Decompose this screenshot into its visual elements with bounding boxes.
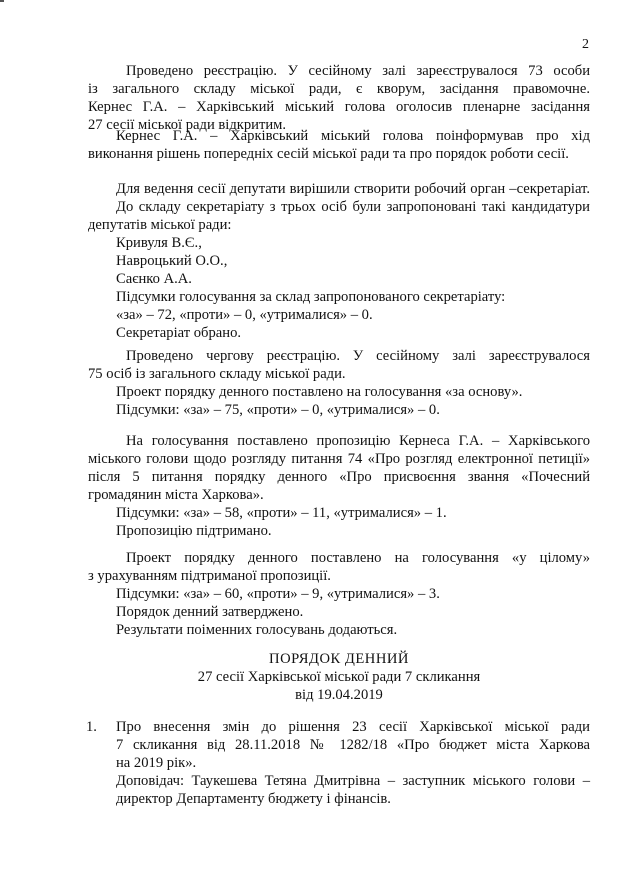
text-line: Для ведення сесії депутати вирішили створити робочий орган –секретаріат. [116, 181, 590, 197]
candidate-name: Кривуля В.Є., [116, 235, 202, 251]
vote-result: Підсумки: «за» – 58, «проти» – 11, «утрималися» – 1. [116, 505, 447, 521]
text-line: Проект порядку денного поставлено на голосування «за основу». [116, 384, 523, 400]
page-number: 2 [582, 37, 589, 52]
paragraph-reregistration [88, 347, 590, 419]
text-line: Порядок денний затверджено. [116, 604, 304, 620]
text-line: депутатів міської ради: [88, 217, 232, 233]
text-line: на 2019 рік». [116, 755, 197, 771]
text-line: Підсумки голосування за склад запропонованого секретаріату: [116, 289, 506, 305]
text-line: Секретаріат обрано. [116, 325, 242, 341]
paragraph-secretariat [88, 180, 590, 342]
text-line: виконання рішень попередніх сесій міської ради та про порядок роботи сесії. [88, 146, 569, 162]
agenda-date: від 19.04.2019 [295, 687, 383, 703]
corner-mark [0, 0, 4, 2]
text-line: громадянин міста Харкова». [88, 487, 264, 503]
text-line: із загального складу міської ради, є кворум, засідання правомочне. [88, 81, 590, 97]
text-line: Проведено чергову реєстрацію. У сесійному залі зареєструвалося [126, 348, 590, 364]
speaker-line: Доповідач: Таукешева Тетяна Дмитрівна – заступник міського голови – [116, 773, 590, 789]
text-line: міського голови щодо розгляду питання 74 «Про розгляд електронної петиції» [88, 451, 590, 467]
candidate-name: Саєнко А.А. [116, 271, 192, 287]
text-line: Кернес Г.А. – Харківський міський голова оголосив пленарне засідання [88, 99, 590, 115]
candidate-name: Навроцький О.О., [116, 253, 228, 269]
text-line: Кернес Г.А. – Харківський міський голова поінформував про хід [116, 128, 590, 144]
agenda-subtitle: 27 сесії Харківської міської ради 7 скликання [197, 669, 481, 685]
vote-result: Підсумки: «за» – 60, «проти» – 9, «утрималися» – 3. [116, 586, 440, 602]
text-line: На голосування поставлено пропозицію Кернеса Г.А. – Харківського [126, 433, 590, 449]
paragraph-agenda-vote [88, 549, 590, 639]
text-line: 7 скликання від 28.11.2018 № 1282/18 «Про бюджет міста Харкова [116, 737, 590, 753]
text-line: Пропозицію підтримано. [116, 523, 272, 539]
speaker-line: директор Департаменту бюджету і фінансів. [116, 791, 391, 807]
vote-result: Підсумки: «за» – 75, «проти» – 0, «утрималися» – 0. [116, 402, 440, 418]
text-line: після 5 питання порядку денного «Про присвоєння звання «Почесний [88, 469, 590, 485]
text-line: До складу секретаріату з трьох осіб були запропоновані такі кандидатури [116, 199, 590, 215]
paragraph-information [88, 127, 590, 163]
text-line: 27 сесії міської ради відкритим. [88, 117, 287, 133]
text-line: Проведено реєстрацію. У сесійному залі зареєструвалося 73 особи [126, 63, 590, 79]
paragraph-registration [88, 62, 590, 134]
agenda-item-number: 1. [86, 719, 97, 735]
paragraph-proposal [88, 432, 590, 540]
agenda-item [116, 718, 590, 808]
text-line: Проект порядку денного поставлено на голосування «у цілому» [126, 550, 590, 566]
text-line: Результати поіменних голосувань додаються. [116, 622, 398, 638]
vote-result: «за» – 72, «проти» – 0, «утрималися» – 0. [116, 307, 373, 323]
text-line: Про внесення змін до рішення 23 сесії Харківської міської ради [116, 719, 590, 735]
text-line: 75 осіб із загального складу міської ради. [88, 366, 346, 382]
text-line: з урахуванням підтриманої пропозиції. [88, 568, 331, 584]
agenda-title: ПОРЯДОК ДЕННИЙ [269, 651, 409, 667]
